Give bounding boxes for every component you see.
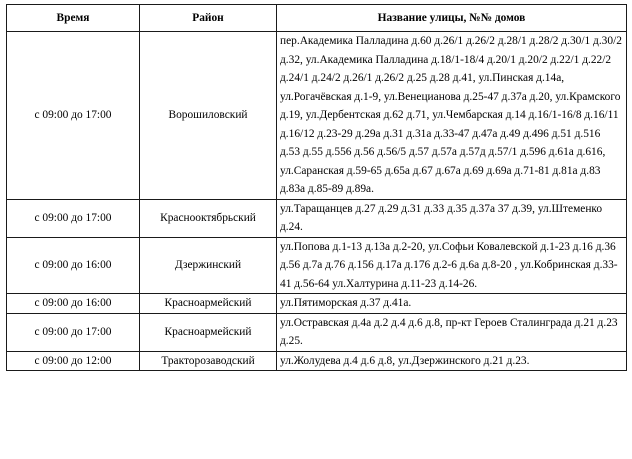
table-row [7, 351, 627, 371]
time-cell: с 09:00 до 16:00 [7, 237, 140, 294]
header-district: Район [140, 5, 277, 32]
time-cell: с 09:00 до 17:00 [7, 313, 140, 351]
table-row [7, 32, 627, 200]
streets-cell: ул.Попова д.1-13 д.13а д.2-20, ул.Софьи Ковалевской д.1-23 д.16 д.36 д.56 д.7а д.76 д.156 д.17а д.176 д.2-6 д.6а д.8-20 , ул.Кобринская д.33-41 д.56-64 ул.Халтурина д.11-23 д.14-26. [277, 237, 627, 294]
header-time: Время [7, 5, 140, 32]
table-row [7, 313, 627, 351]
streets-cell: ул.Таращанцев д.27 д.29 д.31 д.33 д.35 д.37а 37 д.39, ул.Штеменко д.24. [277, 199, 627, 237]
district-cell: Ворошиловский [140, 32, 277, 200]
time-cell: с 09:00 до 12:00 [7, 351, 140, 371]
outage-schedule-table [6, 4, 627, 371]
header-streets: Название улицы, №№ домов [277, 5, 627, 32]
time-cell: с 09:00 до 16:00 [7, 294, 140, 314]
district-cell: Красноармейский [140, 313, 277, 351]
district-cell: Дзержинский [140, 237, 277, 294]
district-cell: Краснооктябрьский [140, 199, 277, 237]
header-row [7, 5, 627, 32]
streets-cell: ул.Остравская д.4а д.2 д.4 д.6 д.8, пр-кт Героев Сталинграда д.21 д.23 д.25. [277, 313, 627, 351]
district-cell: Красноармейский [140, 294, 277, 314]
time-cell: с 09:00 до 17:00 [7, 32, 140, 200]
table-row [7, 199, 627, 237]
streets-cell: пер.Академика Палладина д.60 д.26/1 д.26/2 д.28/1 д.28/2 д.30/1 д.30/2 д.32, ул.Академика Палладина д.18/1-18/4 д.20/1 д.20/2 д.22/1 д.22/2 д.24/1 д.24/2 д.26/1 д.26/2 д.25 д.28 д.41, ул.Пинская д.14а, ул.Рогачёвская д.1-9, ул.Венецианова д.25-47 д.37а д.20, ул.Крамского д.19, ул.Дербентская д.62 д.71, ул.Чембарская д.14 д.16/1-16/8 д.16/11 д.16/12 д.23-29 д.29а д.31 д.31а д.33-47 д.47а д.49 д.496 д.51 д.516 д.53 д.55 д.556 д.56 д.56/5 д.57 д.57а д.57д д.57/1 д.596 д.61а д.616, ул.Саранская д.59-65 д.65а д.67 д.67а д.69 д.69а д.71-81 д.81а д.83 д.83а д.85-89 д.89а. [277, 32, 627, 200]
streets-cell: ул.Пятиморская д.37 д.41а. [277, 294, 627, 314]
district-cell: Тракторозаводский [140, 351, 277, 371]
streets-cell: ул.Жолудева д.4 д.6 д.8, ул.Дзержинского д.21 д.23. [277, 351, 627, 371]
table-row [7, 237, 627, 294]
table-row [7, 294, 627, 314]
time-cell: с 09:00 до 17:00 [7, 199, 140, 237]
